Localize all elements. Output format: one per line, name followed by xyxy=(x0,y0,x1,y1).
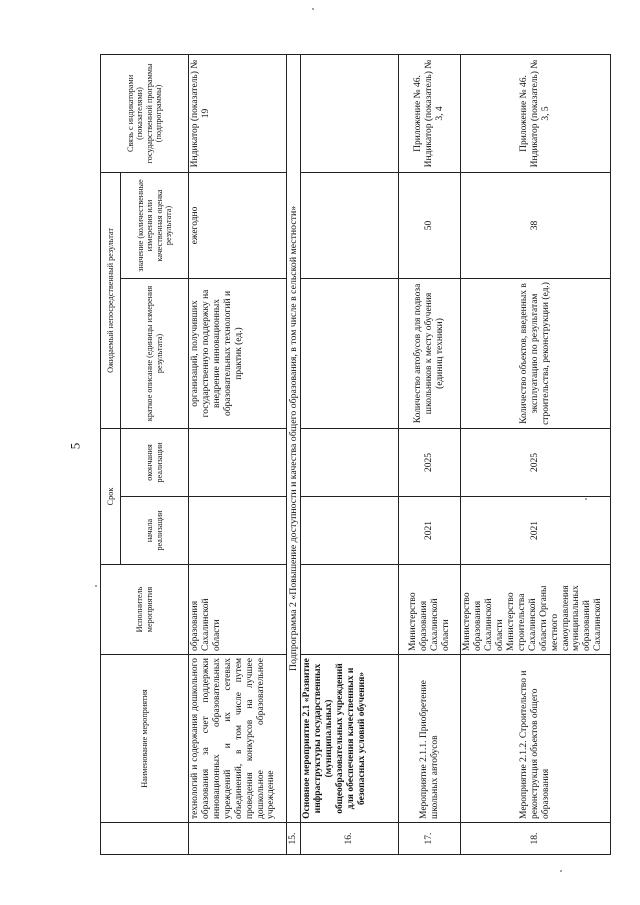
scan-speck xyxy=(312,8,314,10)
executor-cell xyxy=(301,565,399,655)
header-start: начала реализации xyxy=(121,497,189,565)
header-result: Ожидаемый непосредственный результат xyxy=(101,172,121,428)
header-executor: Исполнитель мероприятия xyxy=(101,565,189,655)
table-row-main-activity xyxy=(301,54,399,854)
row-number-cell: 16. xyxy=(301,823,399,855)
value-cell: 38 xyxy=(461,172,611,278)
row-number-cell: 17. xyxy=(399,823,461,855)
page-number: 5 xyxy=(67,442,83,450)
value-cell xyxy=(301,172,399,278)
start-cell: 2021 xyxy=(461,497,611,565)
start-cell: 2021 xyxy=(399,497,461,565)
header-value: значение (количественные измерения или качественная оценка результата) xyxy=(121,172,189,278)
value-cell: 50 xyxy=(399,172,461,278)
end-cell xyxy=(301,428,399,496)
rotated-document-page xyxy=(100,55,610,855)
header-end: окончания реализации xyxy=(121,428,189,496)
link-cell: Приложение № 46. Индикатор (показатель) № 3, 4 xyxy=(399,54,461,172)
row-number-cell: 15. xyxy=(287,823,301,855)
row-number-cell: 18. xyxy=(461,823,611,855)
brief-cell: Количество объектов, введенных в эксплуатацию по результатам строительства, реконструкции (ед.) xyxy=(461,278,611,428)
start-cell xyxy=(301,497,399,565)
table-row-continued xyxy=(189,54,287,854)
header-name: Наименование мероприятия xyxy=(101,655,189,823)
table-row-subprogram xyxy=(287,54,301,854)
link-cell: Индикатор (показатель) № 19 xyxy=(189,54,287,172)
header-link: Связь с индикаторами (показателями) государственной программы (подпрограммы) xyxy=(101,54,189,172)
brief-cell: организаций, получивших государственную поддержку на внедрение инновационных образовательных технологий и практик (ед.) xyxy=(189,278,287,428)
header-row-top xyxy=(101,54,121,854)
table-row-activity xyxy=(399,54,461,854)
activity-name-cell: Мероприятие 2.1.1. Приобретение школьных автобусов xyxy=(399,655,461,823)
activity-name-cell: Мероприятие 2.1.2. Строительство и реконструкция объектов общего образования xyxy=(461,655,611,823)
activity-name-cell: технологий и содержания дошкольного образования за счет поддержки инновационных образовательных учреждений и их сетевых объединений, в том числе путем проведения конкурсов на лучшее дошкольное образовательное учреждение xyxy=(189,655,287,823)
start-cell xyxy=(189,497,287,565)
end-cell: 2025 xyxy=(461,428,611,496)
row-number-cell xyxy=(189,823,287,855)
subprogram-title: Подпрограмма 2 «Повышение доступности и качества общего образования, в том числе в сельской местности» xyxy=(287,54,301,822)
executor-cell: образования Сахалинской области xyxy=(189,565,287,655)
activity-name-cell: Основное мероприятие 2.1 «Развитие инфраструктуры государственных (муниципальных) общеобразовательных учреждений для обеспечения качественных и безопасных условий обучения» xyxy=(301,655,399,823)
header-row-number xyxy=(101,823,189,855)
executor-cell: Министерство образования Сахалинской области Министерство строительства Сахалинской области Органы местного самоуправления муниципальных образований Сахалинской xyxy=(461,565,611,655)
scan-speck xyxy=(560,870,562,872)
program-activities-table xyxy=(100,54,611,855)
end-cell: 2025 xyxy=(399,428,461,496)
link-cell xyxy=(301,54,399,172)
table-row-activity xyxy=(461,54,611,854)
executor-cell: Министерство образования Сахалинской области xyxy=(399,565,461,655)
header-term: Срок xyxy=(101,428,121,564)
brief-cell xyxy=(301,278,399,428)
link-cell: Приложение № 46. Индикатор (показатель) № 3, 5 xyxy=(461,54,611,172)
scan-speck xyxy=(95,585,97,587)
end-cell xyxy=(189,428,287,496)
header-brief: краткое описание (единицы измерения результата) xyxy=(121,278,189,428)
value-cell: ежегодно xyxy=(189,172,287,278)
brief-cell: Количество автобусов для подвоза школьников к месту обучения (единиц техники) xyxy=(399,278,461,428)
